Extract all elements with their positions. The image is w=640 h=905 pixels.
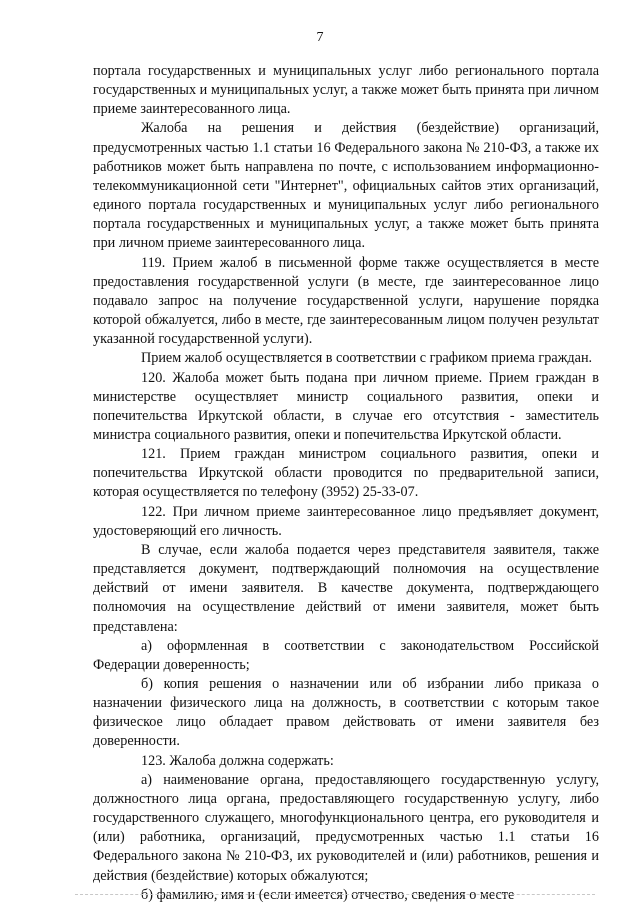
paragraph-120: 120. Жалоба может быть подана при личном приеме. Прием граждан в министерстве осуществляет министр социального развития, опеки и попечительства Иркутской области, в случае его отсутствия - заместитель министра социального развития, опеки и попечительства Иркутской области. [93,369,599,443]
paragraph-121: 121. Прием граждан министром социального развития, опеки и попечительства Иркутской области проводится по предварительной записи, которая осуществляется по телефону (3952) 25-33-07. [93,446,599,501]
paragraph-portal-continuation: портала государственных и муниципальных услуг либо регионального портала государственных и муниципальных услуг, а также может быть принята при личном приеме заинтересованного лица. [93,63,599,118]
paragraph-123: 123. Жалоба должна содержать: [141,752,334,769]
list-item-a-power-of-attorney: а) оформленная в соответствии с законодательством Российской Федерации доверенность; [93,637,599,673]
paragraph-119: 119. Прием жалоб в письменной форме также осуществляется в месте предоставления государственной услуги (в месте, где заинтересованное лицо подавало запрос на получение государственной услуги, нарушение порядка которой обжалуется, либо в месте, где заинтересованным лицом получен результат указанной государственной услуги). [93,254,599,348]
paragraph-reception-schedule: Прием жалоб осуществляется в соответствии с графиком приема граждан. [141,350,593,367]
paragraph-122: 122. При личном приеме заинтересованное лицо предъявляет документ, удостоверяющий его личность. [93,503,599,539]
list-item-a-authority-name: а) наименование органа, предоставляющего государственную услугу, должностного лица органа, предоставляющего государственную услугу, либо государственного служащего, многофункционального центра, его руководителя и (или) работника, организаций, предусмотренных частью 1.1 статьи 16 Федерального закона № 210-ФЗ, их руководителей и (или) работников, решения и действия (бездействие) которых обжалуются; [93,771,599,884]
list-item-b-full-name: б) фамилию, имя и (если имеется) отчество, сведения о месте [141,886,515,903]
list-item-b-decision-copy: б) копия решения о назначении или об избрании либо приказа о назначении физического лица на должность, в соответствии с которым такое физическое лицо обладает правом действовать от имени заявителя без доверенности. [93,676,599,750]
document-body [93,62,599,905]
paragraph-complaint-organizations: Жалоба на решения и действия (бездействие) организаций, предусмотренных частью 1.1 статьи 16 Федерального закона № 210-ФЗ, а также их работников может быть направлена по почте, с использованием информационно-телекоммуникационной сети "Интернет", официальных сайтов этих организаций, единого портала государственных и муниципальных услуг либо регионального портала государственных и муниципальных услуг, а также может быть принята при личном приеме заинтересованного лица. [93,120,599,252]
page-number: 7 [316,30,324,45]
page-bottom-edge [75,894,595,895]
paragraph-representative: В случае, если жалоба подается через представителя заявителя, также представляется документ, подтверждающий полномочия на осуществление действий от имени заявителя. В качестве документа, подтверждающего полномочия на осуществление действий от имени заявителя, может быть представлена: [93,541,599,635]
